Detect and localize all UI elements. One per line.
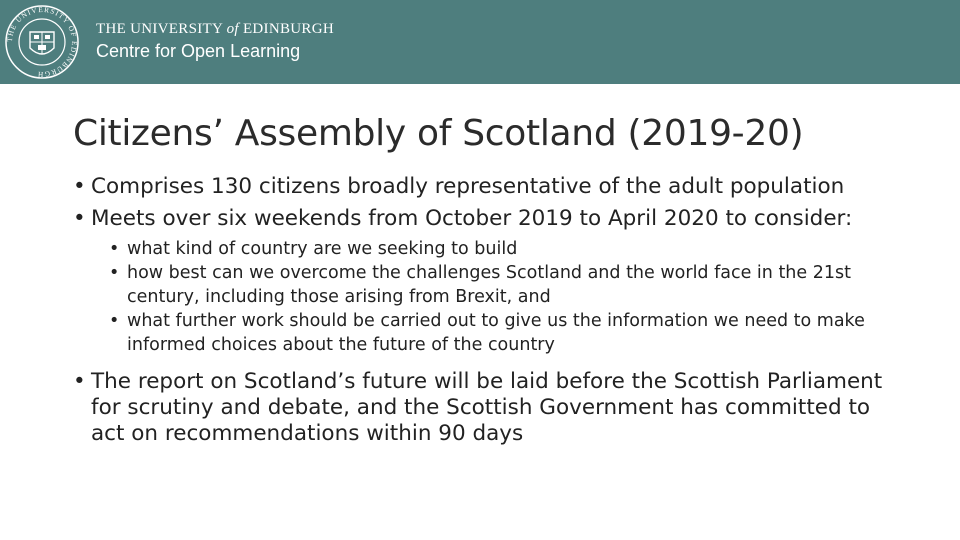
sub-bullet-text: what kind of country are we seeking to build xyxy=(127,239,518,259)
bullet-marker: • xyxy=(109,311,120,331)
centre-name: Centre for Open Learning xyxy=(96,41,301,61)
sub-bullet-text: what further work should be carried out to give us the information we need to make informed choices about the future of the country xyxy=(127,311,865,355)
bullet-marker: • xyxy=(109,239,120,259)
svg-text:THE UNIVERSITY OF EDINBURGH: THE UNIVERSITY OF EDINBURGH xyxy=(5,5,79,79)
slide-title: Citizens’ Assembly of Scotland (2019-20) xyxy=(73,113,804,154)
sub-bullet-item xyxy=(109,309,893,357)
bullet-text: Comprises 130 citizens broadly representative of the adult population xyxy=(91,174,845,199)
bullet-marker: • xyxy=(73,369,86,394)
university-seal-logo xyxy=(4,4,80,80)
slide-body xyxy=(73,174,893,447)
bullet-text: Meets over six weekends from October 2019 to April 2020 to consider: xyxy=(91,206,853,231)
sub-bullet-text: how best can we overcome the challenges Scotland and the world face in the 21st century, including those arising from Brexit, and xyxy=(127,263,851,307)
bullet-marker: • xyxy=(73,206,86,231)
bullet-item xyxy=(73,206,893,232)
bullet-marker: • xyxy=(109,263,120,283)
bullet-item xyxy=(73,174,893,200)
bullet-marker: • xyxy=(73,174,86,199)
sub-bullet-item xyxy=(109,261,893,309)
university-name: THE UNIVERSITY of EDINBURGH xyxy=(96,21,334,37)
bullet-item xyxy=(73,369,893,447)
header-banner xyxy=(0,0,960,84)
sub-bullet-item xyxy=(109,237,893,261)
bullet-text: The report on Scotland’s future will be laid before the Scottish Parliament for scrutiny and debate, and the Scottish Government has committed to act on recommendations within 90 days xyxy=(91,369,883,446)
